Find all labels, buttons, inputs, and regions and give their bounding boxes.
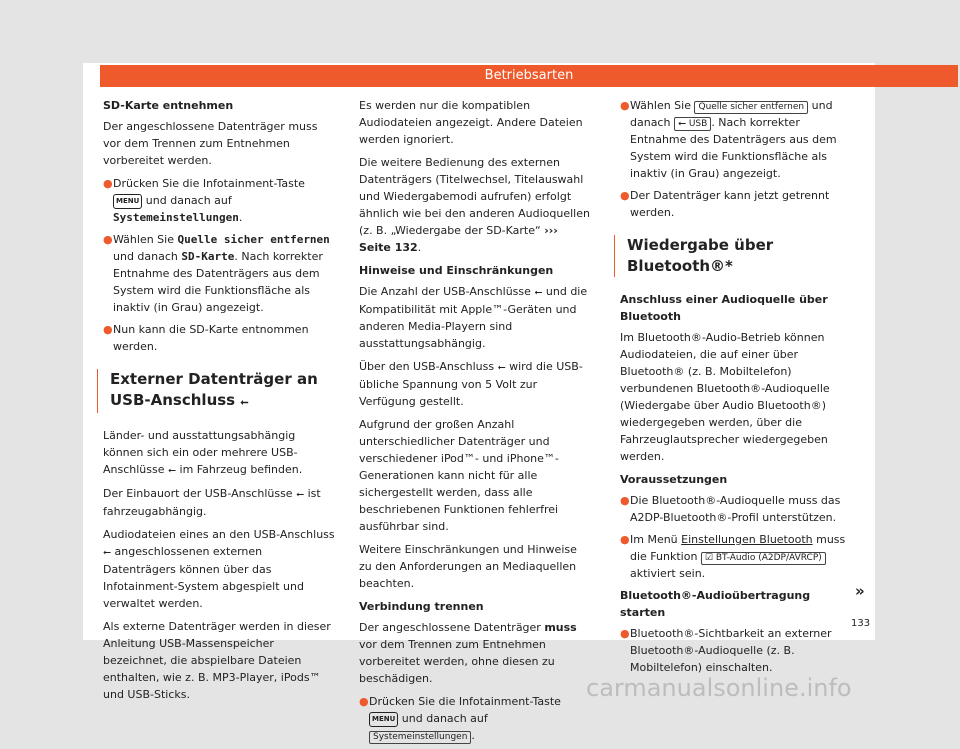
usb-icon: ⭠ <box>296 489 305 500</box>
usb-icon: ⭠ <box>240 397 249 408</box>
paragraph: Der angeschlossene Datenträger muss vor dem Trennen zum Entnehmen vorbereitet werden, ohne diesen zu beschädigen. <box>359 621 577 685</box>
list-item: ● Der Datenträger kann jetzt getrennt werden. <box>620 189 830 219</box>
paragraph: Es werden nur die kompatiblen Audiodateien angezeigt. Andere Dateien werden ignoriert. <box>359 99 583 146</box>
list-item: ● Im Menü Einstellungen Bluetooth muss die Funktion ☑ BT-Audio (A2DP/AVRCP) aktiviert sein. <box>620 533 846 580</box>
heading-sd-remove: SD-Karte entnehmen <box>103 99 234 112</box>
button-quelle-sicher-entfernen[interactable]: Quelle sicher entfernen <box>694 101 808 114</box>
menu-term: Systemeinstellungen <box>113 211 239 224</box>
column-1 <box>103 97 335 709</box>
menu-term: Quelle sicher entfernen <box>177 233 330 246</box>
usb-icon: ⭠ <box>534 287 543 298</box>
section-header: Betriebsarten <box>100 65 958 87</box>
bullet-icon: ● <box>620 627 630 640</box>
paragraph: Der Einbauort der USB-Anschlüsse ⭠ ist fahrzeugabhängig. <box>103 487 321 518</box>
bullet-icon: ● <box>620 189 630 202</box>
paragraph: Weitere Einschränkungen und Hinweise zu den Anforderungen an Mediaquellen beachten. <box>359 543 577 590</box>
menu-term: SD-Karte <box>181 250 235 263</box>
heading-hinweise: Hinweise und Einschränkungen <box>359 264 554 277</box>
list-item: ● Wählen Sie Quelle sicher entfernen und danach SD-Karte. Nach korrekter Entnahme des Datenträgers aus dem System wird die Funktionsfläche als inaktiv (in Grau) angezeigt. <box>103 233 330 314</box>
paragraph: Die Anzahl der USB-Anschlüsse ⭠ und die Kompatibilität mit Apple™-Geräten und anderen Media-Playern sind ausstattungsabhängig. <box>359 285 588 350</box>
paragraph: Länder- und ausstattungsabhängig können sich ein oder mehrere USB-Anschlüsse ⭠ im Fahrzeug befinden. <box>103 429 303 476</box>
paragraph: Als externe Datenträger werden in dieser Anleitung USB-Massenspeicher bezeichnet, die abspielbare Dateien enthalten, wie z. B. MP3-Player, iPods™ und USB-Sticks. <box>103 620 331 701</box>
bullet-icon: ● <box>620 533 630 546</box>
column-2 <box>359 97 591 749</box>
usb-icon: ⭠ <box>103 547 111 558</box>
paragraph: Aufgrund der großen Anzahl unterschiedlicher Datenträger und verschiedener iPod™- und iPhone™-Generationen kann nicht für alle sichergestellt werden, dass alle beschriebenen Funktionen fehlerfrei ausführbar sind. <box>359 418 559 533</box>
continue-mark: » <box>855 582 865 600</box>
list-item: ● Die Bluetooth®-Audioquelle muss das A2DP-Bluetooth®-Profil unterstützen. <box>620 494 841 524</box>
bullet-icon: ● <box>620 494 630 507</box>
section-title-usb: Externer Datenträger an USB-Anschluss ⭠ <box>97 369 335 413</box>
list-item: ● Bluetooth®-Sichtbarkeit an externer Bluetooth®-Audioquelle (z. B. Mobiltelefon) einschalten. <box>620 627 832 674</box>
paragraph: Im Bluetooth®-Audio-Betrieb können Audiodateien, die auf einer über Bluetooth® (z. B. Mobiltelefon) verbundenen Bluetooth®-Audioquelle (Wiedergabe über Audio Bluetooth®) wiedergegeben werden, über die Fahrzeuglautsprecher wiedergegeben werden. <box>620 331 830 463</box>
paragraph: Audiodateien eines an den USB-Anschluss ⭠ angeschlossenen externen Datenträgers können über das Infotainment-System abgespielt und verwaltet werden. <box>103 528 335 610</box>
checkbox-icon: ☑ <box>704 553 713 563</box>
button-systemeinstellungen[interactable]: Systemeinstellungen <box>369 731 471 744</box>
paragraph: Der angeschlossene Datenträger muss vor dem Trennen zum Entnehmen vorbereitet werden. <box>103 120 318 167</box>
usb-icon: ⭠ <box>168 465 177 476</box>
paragraph: Die weitere Bedienung des externen Datenträgers (Titelwechsel, Titelauswahl und Wiedergabemodi aufrufen) erfolgt ähnlich wie bei den anderen Audioquellen (z. B. „Wiedergabe der SD-Karte“ ››› Seite 132. <box>359 156 590 254</box>
heading-voraussetzungen: Voraussetzungen <box>620 473 728 486</box>
column-3 <box>620 97 852 681</box>
bullet-icon: ● <box>620 99 630 112</box>
bullet-icon: ● <box>103 233 113 246</box>
bullet-icon: ● <box>103 177 113 190</box>
list-item: ● Drücken Sie die Infotainment-Taste MENU und danach auf Systemeinstellungen. <box>103 177 305 224</box>
heading-trennen: Verbindung trennen <box>359 600 484 613</box>
paragraph: Über den USB-Anschluss ⭠ wird die USB-übliche Spannung von 5 Volt zur Verfügung gestellt. <box>359 360 583 408</box>
menu-key-icon: MENU <box>369 712 398 727</box>
page-link[interactable]: ››› Seite 132 <box>359 224 558 254</box>
heading-anschluss: Anschluss einer Audioquelle über Bluetooth <box>620 293 828 323</box>
menu-key-icon: MENU <box>113 194 142 209</box>
watermark: carmanualsonline.info <box>586 674 852 702</box>
usb-icon: ⭠ <box>677 118 686 129</box>
list-item: ● Drücken Sie die Infotainment-Taste MENU und danach auf Systemeinstellungen . <box>359 695 561 742</box>
list-item: ● Wählen Sie Quelle sicher entfernen und danach ⭠ USB . Nach korrekter Entnahme des Datenträgers aus dem System wird die Funktionsfläche als inaktiv (in Grau) angezeigt. <box>620 99 837 180</box>
page-number: 133 <box>851 618 871 629</box>
section-title-bluetooth: Wiedergabe über Bluetooth®* <box>614 235 852 277</box>
menu-settings-bluetooth: Einstellungen Bluetooth <box>681 533 813 546</box>
bullet-icon: ● <box>103 323 113 336</box>
heading-start: Bluetooth®-Audioübertragung starten <box>620 589 811 619</box>
button-usb[interactable]: ⭠ USB <box>674 117 711 131</box>
usb-icon: ⭠ <box>497 362 506 373</box>
list-item: ● Nun kann die SD-Karte entnommen werden. <box>103 323 309 353</box>
button-bt-audio[interactable]: ☑ BT-Audio (A2DP/AVRCP) <box>701 552 826 565</box>
bullet-icon: ● <box>359 695 369 708</box>
